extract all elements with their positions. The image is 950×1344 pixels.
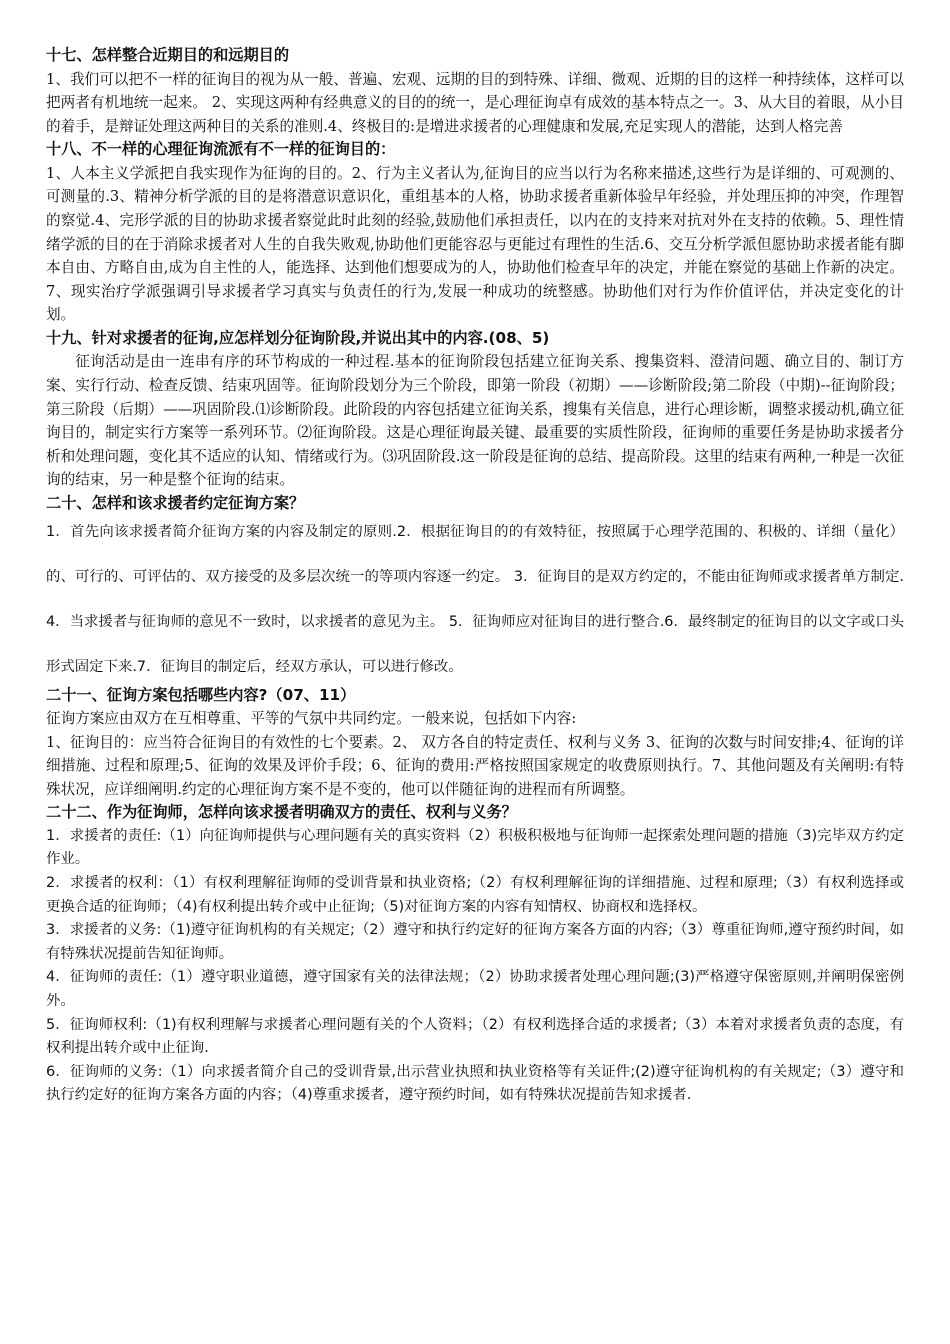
section-heading: 二十、怎样和该求援者约定征询方案？: [46, 494, 305, 512]
section-heading: 十八、不一样的心理征询流派有不一样的征询目的：: [46, 140, 396, 159]
section-21: [46, 684, 904, 802]
section-heading: 十七、怎样整合近期目的和远期目的: [46, 46, 289, 64]
section-paragraph: 1、我们可以把不一样的征询目的视为从一般、普遍、宏观、远期的目的到特殊、详细、微观、近期的目的这样一种持续体，这样可以把两者有机地统一起来。 2、实现这两种有经典意义的目的的统一，是心理征询卓有成效的基本特点之一。3、从大目的着眼，从小目的着手，是辩证处理这两种目的关系的准则.4、终极目的:是增进求援者的心理健康和发展,充足实现人的潜能，达到人格完善: [46, 70, 904, 135]
section-22: [46, 801, 904, 1108]
section-17: [46, 44, 904, 138]
section-heading: 二十二、作为征询师，怎样向该求援者明确双方的责任、权利与义务？: [46, 803, 517, 822]
section-19: [46, 327, 904, 492]
section-20: [46, 492, 904, 690]
list-item: 5．征询师权利:（1)有权利理解与求援者心理问题有关的个人资料；（2）有权利选择合适的求援者;（3）本着对求援者负责的态度，有权利提出转介或中止征询.: [46, 1016, 904, 1057]
list-item: 1．求援者的责任:（1）向征询师提供与心理问题有关的真实资料（2）积极积极地与征询师一起探索处理问题的措施（3)完毕双方约定作业。: [46, 827, 904, 868]
section-intro: 征询方案应由双方在互相尊重、平等的气氛中共同约定。一般来说，包括如下内容:: [46, 710, 577, 727]
list-item: 6．征询师的义务:（1）向求援者简介自己的受训背景,出示营业执照和执业资格等有关证件;(2)遵守征询机构的有关规定;（3）遵守和执行约定好的征询方案各方面的内容；（4)尊重求援者，遵守预约时间，如有特殊状况提前告知求援者.: [46, 1063, 904, 1104]
section-paragraph: 1、人本主义学派把自我实现作为征询的目的。2、行为主义者认为,征询目的应当以行为名称来描述,这些行为是详细的、可观测的、可测量的.3、精神分析学派的目的是将潜意识意识化，重组基本的人格，协助求援者重新体验早年经验，并处理压抑的冲突，作理智的察觉.4、完形学派的目的协助求援者察觉此时此刻的经验,鼓励他们承担责任，以内在的支持来对抗对外在支持的依赖。5、理性情绪学派的目的在于消除求援者对人生的自我失败观,协助他们更能容忍与更能过有理性的生活.6、交互分析学派但愿协助求援者能有脚本自由、方略自由,成为自主性的人，能选择、达到他们想要成为的人，协助他们检查早年的决定，并能在察觉的基础上作新的决定。7、现实治疗学派强调引导求援者学习真实与负责任的行为,发展一种成功的统整感。协助他们对行为作价值评估，并决定变化的计划。: [46, 164, 904, 324]
section-paragraph: 1、征询目的：应当符合征询目的有效性的七个要素。2、 双方各自的特定责任、权利与义务 3、征询的次数与时间安排;4、征询的详细措施、过程和原理;5、征询的效果及评价手段；6、征询的费用:严格按照国家规定的收费原则执行。7、其他问题及有关阐明:有特殊状况，应详细阐明.约定的心理征询方案不是不变的，他可以伴随征询的进程而有所调整。: [46, 733, 904, 798]
section-paragraph: 1．首先向该求援者简介征询方案的内容及制定的原则.2．根据征询目的的有效特征，按照属于心理学范围的、积极的、详细（量化）的、可行的、可评估的、双方接受的及多层次统一的等项内容逐一约定。 3．征询目的是双方约定的，不能由征询师或求援者单方制定. 4．当求援者与征询师的意见不一致时，以求援者的意见为主。 5．征询师应对征询目的进行整合.6．最终制定的征询目的以文字或口头形式固定下来.7．征询目的制定后，经双方承认，可以进行修改。: [46, 523, 904, 675]
section-heading: 十九、针对求援者的征询,应怎样划分征询阶段,并说出其中的内容.(08、5): [46, 328, 550, 347]
list-item: 2．求援者的权利：（1）有权利理解征询师的受训背景和执业资格;（2）有权利理解征询的详细措施、过程和原理;（3）有权利选择或更换合适的征询师；（4)有权利提出转介或中止征询;（5)对征询方案的内容有知情权、协商权和选择权。: [46, 875, 904, 915]
section-18: [46, 138, 904, 327]
list-item: 4．征询师的责任:（1）遵守职业道德，遵守国家有关的法律法规；（2）协助求援者处理心理问题;(3)严格遵守保密原则,并阐明保密例外。: [46, 969, 904, 1010]
section-paragraph: 征询活动是由一连串有序的环节构成的一种过程.基本的征询阶段包括建立征询关系、搜集资料、澄清问题、确立目的、制订方案、实行行动、检查反馈、结束巩固等。征询阶段划分为三个阶段，即第一阶段（初期）——诊断阶段;第二阶段（中期)--征询阶段；第三阶段（后期）——巩固阶段.⑴诊断阶段。此阶段的内容包括建立征询关系，搜集有关信息，进行心理诊断，调整求援动机,确立征询目的，制定实行方案等一系列环节。⑵征询阶段。这是心理征询最关键、最重要的实质性阶段，征询师的重要任务是协助求援者分析和处理问题，变化其不适应的认知、情绪或行为。⑶巩固阶段.这一阶段是征询的总结、提高阶段。这里的结束有两种,一种是一次征询的结束，另一种是整个征询的结束。: [46, 353, 904, 489]
list-item: 3．求援者的义务:（1)遵守征询机构的有关规定;（2）遵守和执行约定好的征询方案各方面的内容;（3）尊重征询师,遵守预约时间，如有特殊状况提前告知征询师。: [46, 922, 904, 962]
section-heading: 二十一、征询方案包括哪些内容?（07、11）: [46, 685, 356, 704]
